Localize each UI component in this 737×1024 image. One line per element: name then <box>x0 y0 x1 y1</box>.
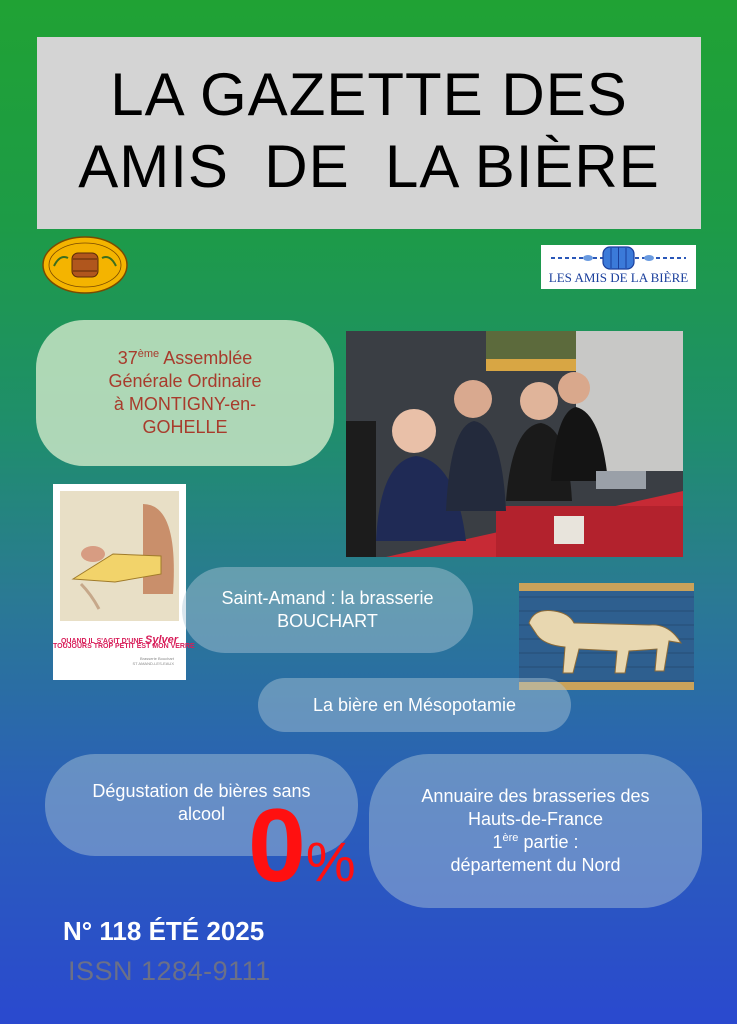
article-assemblee-generale: 37ème Assemblée Générale Ordinaire à MONTIGNY-en- GOHELLE <box>36 320 334 466</box>
lion-frieze-image <box>519 583 694 690</box>
masthead-line-1: LA GAZETTE DES <box>110 61 628 128</box>
article-degustation: Dégustation de bières sans alcool <box>45 754 358 856</box>
meeting-photo <box>346 331 683 557</box>
masthead <box>37 37 701 229</box>
guilde-logo <box>42 236 128 294</box>
masthead-line-2: AMIS DE LA BIÈRE <box>78 133 660 200</box>
issn: ISSN 1284-9111 <box>68 956 271 986</box>
barrel-icon <box>541 245 696 271</box>
issue-number: N° 118 ÉTÉ 2025 <box>63 916 265 946</box>
article-annuaire: Annuaire des brasseries des Hauts-de-France 1ère partie : département du Nord <box>369 754 702 908</box>
article-saint-amand: Saint-Amand : la brasserie BOUCHART <box>182 567 473 653</box>
zero-percent-badge: 0% <box>248 788 356 904</box>
sylver-poster: QUAND IL S'AGIT D'UNE Sylver TOUJOURS TROP PETIT EST MON VERRE Brasserie Bouchart ST AMAND-LES-EAUX <box>53 484 186 680</box>
article-mesopotamie: La bière en Mésopotamie <box>258 678 571 732</box>
poster-illustration <box>53 484 186 629</box>
amis-de-la-biere-logo: LES AMIS DE LA BIÈRE <box>541 245 696 289</box>
